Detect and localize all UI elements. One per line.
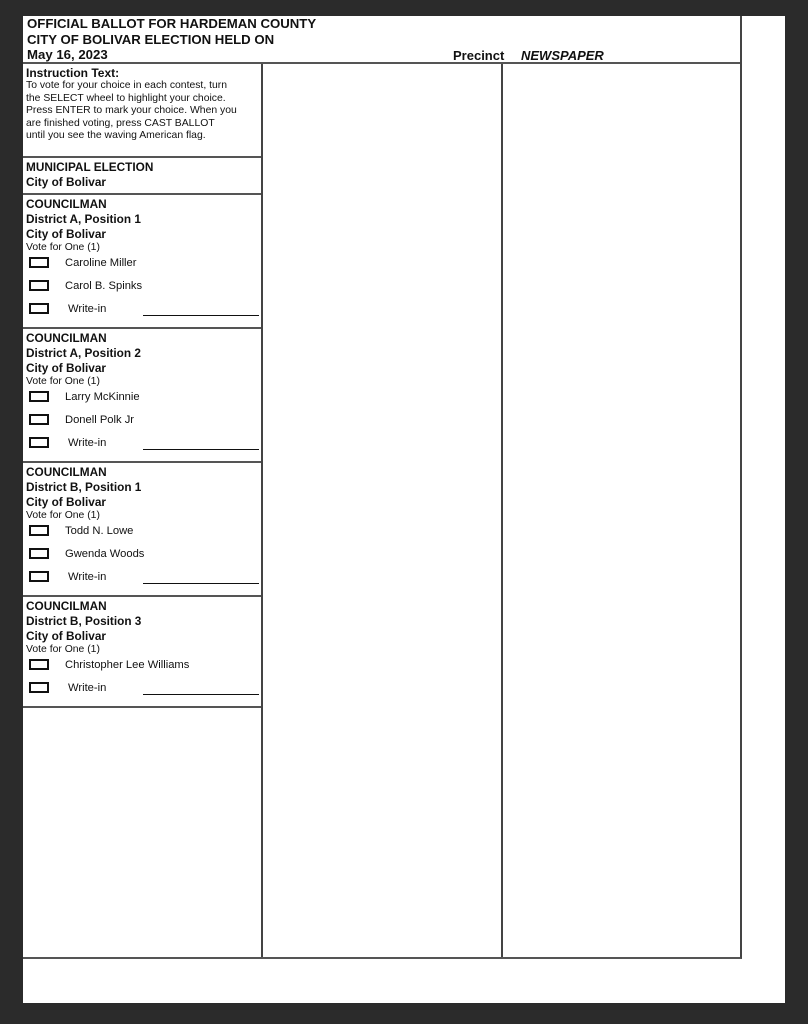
candidate-name: Todd N. Lowe — [65, 524, 134, 537]
contest-office: COUNCILMAN — [26, 331, 107, 345]
candidate-name: Carol B. Spinks — [65, 279, 143, 292]
write-in-option[interactable] — [26, 680, 258, 703]
ballot-header — [23, 16, 740, 64]
write-in-label: Write-in — [68, 436, 107, 449]
ballot-title-line-1: OFFICIAL BALLOT FOR HARDEMAN COUNTY — [27, 16, 317, 31]
write-in-label: Write-in — [68, 681, 107, 694]
instructions-line: To vote for your choice in each contest, turn — [26, 80, 227, 91]
instructions-line: are finished voting, press CAST BALLOT — [26, 117, 215, 129]
instructions-line: Press ENTER to mark your choice. When you — [26, 105, 237, 117]
ballot-title-line-2: CITY OF BOLIVAR ELECTION HELD ON — [27, 32, 275, 47]
election-header-box — [23, 158, 261, 195]
contest-district: District A, Position 1 — [26, 212, 141, 226]
write-in-line[interactable] — [143, 694, 259, 695]
candidate-option[interactable] — [26, 278, 258, 301]
vote-checkbox[interactable] — [29, 437, 49, 448]
vote-checkbox[interactable] — [29, 257, 49, 268]
contest-city: City of Bolivar — [26, 227, 106, 241]
vote-checkbox[interactable] — [29, 414, 49, 425]
contest-district: District A, Position 2 — [26, 346, 141, 360]
contest-city: City of Bolivar — [26, 361, 106, 375]
write-in-option[interactable] — [26, 435, 258, 458]
contest-box — [23, 597, 261, 708]
election-title: MUNICIPAL ELECTION — [26, 160, 154, 174]
candidate-name: Christopher Lee Williams — [65, 658, 190, 671]
candidate-option[interactable] — [26, 389, 258, 412]
contest-district: District B, Position 3 — [26, 614, 142, 628]
vote-checkbox[interactable] — [29, 303, 49, 314]
ballot-table — [23, 16, 742, 959]
vote-checkbox[interactable] — [29, 548, 49, 559]
candidate-option[interactable] — [26, 255, 258, 278]
precinct-label: Precinct — [453, 48, 505, 63]
ballot-date: May 16, 2023 — [27, 47, 108, 62]
write-in-line[interactable] — [143, 449, 259, 450]
vote-checkbox[interactable] — [29, 280, 49, 291]
instructions-box — [23, 64, 261, 158]
precinct-value: NEWSPAPER — [521, 48, 604, 63]
contest-office: COUNCILMAN — [26, 599, 107, 613]
instructions-line: the SELECT wheel to highlight your choice. — [26, 92, 226, 104]
contest-list — [23, 195, 261, 708]
candidate-name: Gwenda Woods — [65, 547, 145, 560]
contest-office: COUNCILMAN — [26, 197, 107, 211]
contest-city: City of Bolivar — [26, 495, 106, 509]
candidate-option[interactable] — [26, 523, 258, 546]
ballot-page — [23, 16, 785, 1003]
ballot-column-1 — [23, 64, 263, 957]
candidate-option[interactable] — [26, 546, 258, 569]
contest-district: District B, Position 1 — [26, 480, 142, 494]
write-in-option[interactable] — [26, 301, 258, 324]
vote-checkbox[interactable] — [29, 659, 49, 670]
contest-city: City of Bolivar — [26, 629, 106, 643]
contest-office: COUNCILMAN — [26, 465, 107, 479]
election-subtitle: City of Bolivar — [26, 175, 106, 189]
write-in-line[interactable] — [143, 583, 259, 584]
candidate-name: Larry McKinnie — [65, 390, 140, 403]
instructions-line: until you see the waving American flag. — [26, 130, 206, 142]
contest-box — [23, 329, 261, 463]
write-in-label: Write-in — [68, 302, 107, 315]
contest-box — [23, 195, 261, 329]
vote-checkbox[interactable] — [29, 682, 49, 693]
contest-box — [23, 463, 261, 597]
candidate-name: Donell Polk Jr — [65, 413, 135, 426]
vote-checkbox[interactable] — [29, 391, 49, 402]
vote-for-instruction: Vote for One (1) — [26, 376, 100, 387]
write-in-label: Write-in — [68, 570, 107, 583]
candidate-name: Caroline Miller — [65, 256, 137, 269]
write-in-line[interactable] — [143, 315, 259, 316]
vote-for-instruction: Vote for One (1) — [26, 510, 100, 521]
vote-for-instruction: Vote for One (1) — [26, 242, 100, 253]
vote-checkbox[interactable] — [29, 571, 49, 582]
instructions-title: Instruction Text: — [26, 66, 120, 80]
candidate-option[interactable] — [26, 657, 258, 680]
candidate-option[interactable] — [26, 412, 258, 435]
vote-for-instruction: Vote for One (1) — [26, 644, 100, 655]
vote-checkbox[interactable] — [29, 525, 49, 536]
write-in-option[interactable] — [26, 569, 258, 592]
ballot-column-2 — [263, 64, 503, 957]
